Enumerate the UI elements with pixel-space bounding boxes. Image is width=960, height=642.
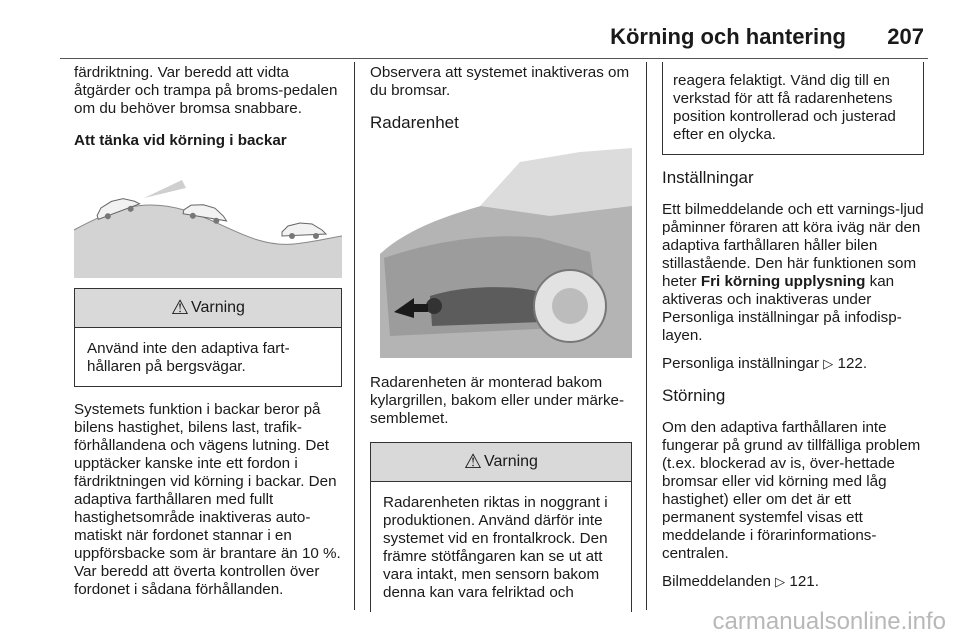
settings-heading: Inställningar (662, 168, 754, 187)
watermark: carmanualsonline.info (712, 608, 946, 635)
col2-caption: Radarenheten är monterad bakom kylargrillen, bakom eller under märke-semblemet. (370, 374, 625, 427)
hill-driving-illustration (74, 158, 342, 278)
fault-text: Om den adaptiva farthållaren inte fungerar på grund av tillfälliga problem (t.ex. blockerad av is, över-hettade bromsar eller vid körning med låg hastighet) eller om det är ett permanent systemfel visas ett meddelande i förarinformations-centralen. (662, 419, 921, 562)
fault-ref-page: 121. (789, 573, 819, 590)
section-title: Körning och hantering (610, 24, 846, 49)
settings-text-a: Ett bilmeddelande och ett varnings-ljud påminner föraren att köra iväg när den adaptiva farthållaren håller bilen stillastående. Den här funktionen som heter (662, 201, 924, 290)
warning-header (371, 443, 631, 482)
warning-continued-box (662, 62, 924, 155)
column-divider-1 (354, 62, 355, 610)
page-reference-icon: ▷ (823, 356, 834, 371)
warning-triangle-icon: ⚠ (171, 297, 189, 319)
settings-text-b: kan aktiveras och inaktiveras under Personliga inställningar på infodisp-layen. (662, 273, 902, 344)
warning-header (75, 289, 341, 328)
settings-feature-name: Fri körning upplysning (700, 273, 866, 290)
fault-heading: Störning (662, 386, 726, 405)
col1-intro: färdriktning. Var beredd att vidta åtgärder och trampa på broms-pedalen om du behöver bromsa snabbare. (74, 64, 338, 117)
col1-body: Systemets funktion i backar beror på bilens hastighet, bilens last, trafik-förhållandena och vägens lutning. Det upptäcker kanske inte ett fordon i färdriktningen vid körning i backar. Den adaptiva farthållaren med fullt hastighetsområde inaktiveras auto-matiskt när fordonet stannar i en uppförsbacke som är brantare än 10 %. Var beredd att överta kontrollen över fordonet i sådana förhållanden. (74, 401, 341, 598)
column-divider-2 (646, 62, 647, 610)
settings-paragraph (662, 201, 924, 345)
warning-box-hills (74, 288, 342, 387)
fault-ref-label: Bilmeddelanden (662, 573, 771, 590)
column-3 (662, 62, 924, 605)
warning-text: Använd inte den adaptiva fart-hållaren på bergsvägar. (87, 340, 290, 375)
settings-reference (662, 355, 924, 373)
warning-box-radar (370, 442, 632, 612)
fault-reference (662, 573, 924, 591)
warning-continued-text: reagera felaktigt. Vänd dig till en verkstad för att få radarenhetens position kontrollerad och justerad efter en olycka. (673, 72, 896, 143)
warning-title: Varning (483, 453, 538, 470)
warning-title: Varning (190, 299, 245, 316)
header-rule (60, 58, 928, 59)
column-2 (370, 64, 632, 612)
warning-triangle-icon: ⚠ (464, 451, 482, 473)
settings-ref-page: 122. (837, 355, 868, 372)
column-1 (74, 64, 342, 613)
page-reference-icon: ▷ (775, 574, 786, 589)
warning-text: Radarenheten riktas in noggrant i produktionen. Använd därför inte systemet vid en frontalkrock. Den främre stötfångaren kan se ut att vara intakt, men sensorn bakom denna kan vara felriktad och (383, 494, 608, 601)
page-header (60, 16, 928, 56)
col2-heading: Radarenhet (370, 113, 459, 132)
settings-ref-label: Personliga inställningar (662, 355, 820, 372)
col2-intro: Observera att systemet inaktiveras om du bromsar. (370, 64, 630, 99)
col1-heading: Att tänka vid körning i backar (74, 132, 287, 149)
page-number: 207 (887, 24, 924, 49)
radar-unit-car-illustration (370, 146, 632, 358)
